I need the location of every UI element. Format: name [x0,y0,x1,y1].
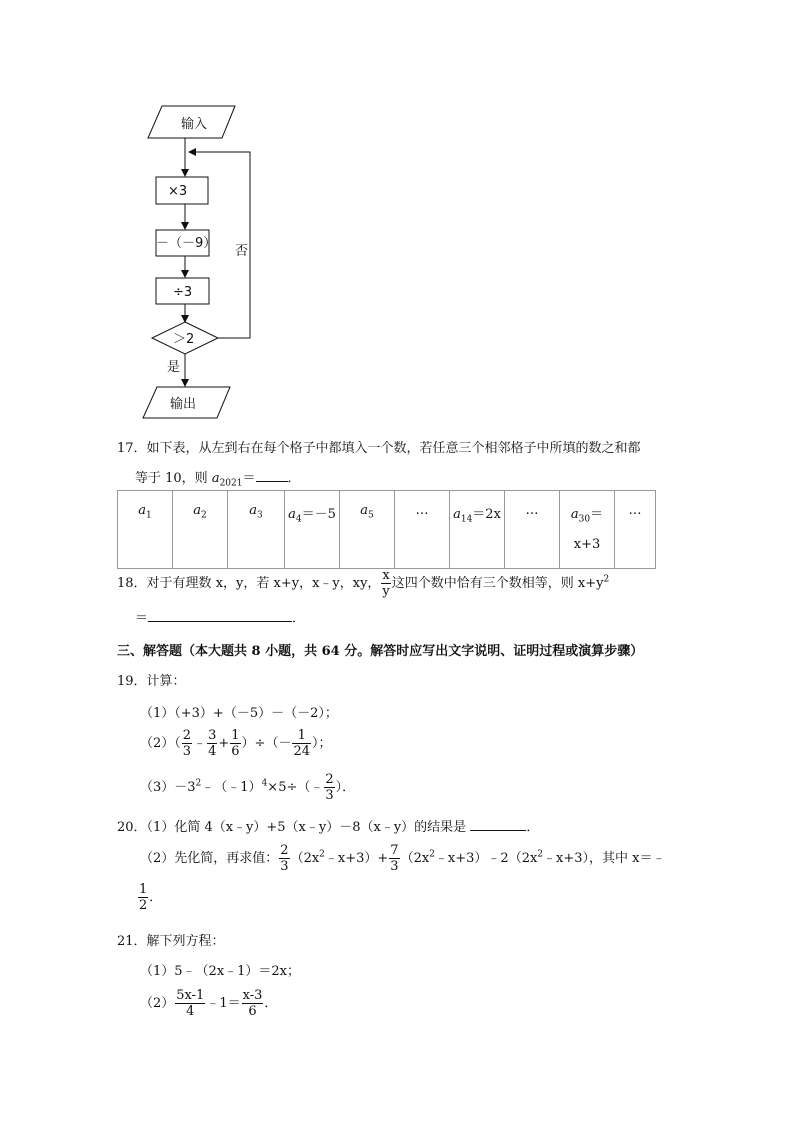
q21-part2: （2） $\frac{5x-1}{4}$ ﹣1＝ $\frac{x-3}{6}$ ． [140,988,278,1019]
section3-title: 三、解答题（本大题共 8 小题，共 64 分。解答时应写出文字说明、证明过程或演算步骤） [117,644,644,659]
q20-answer-blank[interactable] [470,830,526,831]
q19-part3: $(3)-3^2﹣(﹣1)^4\times 5\div(﹣$ $\frac{2}{3}$ ）． [140,772,356,803]
q19-title: 19．计算： [117,674,186,689]
cell-a3: $a_3$ [228,491,285,569]
q17-answer-blank[interactable] [256,481,288,482]
cell-ellipsis-1: … [395,491,450,569]
q21-title: 21．解下列方程： [117,934,225,949]
flowchart [140,100,270,425]
cell-ellipsis-2: … [505,491,560,569]
output-label: 输出 [170,397,197,412]
cell-a5: $a_5$ [340,491,395,569]
q18-line1: 18．对于有理数 x，y，若 x+y，x﹣y，xy， $\frac{x}{y}$ 这四个数中恰有三个数相等，则 $x+y^2$ [117,568,610,599]
cell-ellipsis-3: … [615,491,656,569]
subtract-label: －（－9） [156,236,217,251]
q18-answer-blank[interactable] [148,621,292,622]
q20-part2-cont: $\frac{1}{2}$ ． [139,882,163,913]
cell-a14: $a_{14}=2x$ [450,491,505,569]
q20-part2: （2）先化简，再求值： $\frac{2}{3}$ $(2x^2﹣x+3)+$ $\frac{7}{3}$ $(2x^2﹣x+3)﹣2(2x^2﹣x+3)$，其中 x＝﹣ [140,843,666,874]
cell-a1: $a_1$ [118,491,173,569]
multiply-label: ×3 [168,184,188,199]
q19-part1: （1）（+3）+（－5）－（－2）； [140,706,338,721]
sequence-table [117,490,656,569]
q21-part1: （1）5﹣（2x﹣1）＝2x； [140,964,301,979]
condition-label: ＞2 [173,332,195,347]
cell-a4: $a_4=-5$ [285,491,340,569]
q17-line1: 17．如下表，从左到右在每个格子中都填入一个数，若任意三个相邻格子中所填的数之和都 [117,441,641,456]
no-label: 否 [235,244,249,259]
q17-line2: 等于 10，则 $a_{2021}=$ ． [135,471,301,489]
flowchart-diagram [140,100,270,425]
yes-label: 是 [167,360,181,375]
q20-part1: 20．（1）化简 4（x﹣y）+5（x﹣y）－8（x﹣y）的结果是 ． [117,820,540,835]
cell-a2: $a_2$ [173,491,228,569]
cell-a30: $a_{30}=$ x+3 [560,491,615,569]
q18-line2: ＝ ． [135,611,306,626]
input-label: 输入 [181,117,208,132]
divide-label: ÷3 [173,285,193,300]
q19-part2: （2）（ $\frac{2}{3}$ ﹣ $\frac{3}{4}$ + $\frac{1}{6}$ ）÷（－ $\frac{1}{24}$ ）； [140,728,332,759]
